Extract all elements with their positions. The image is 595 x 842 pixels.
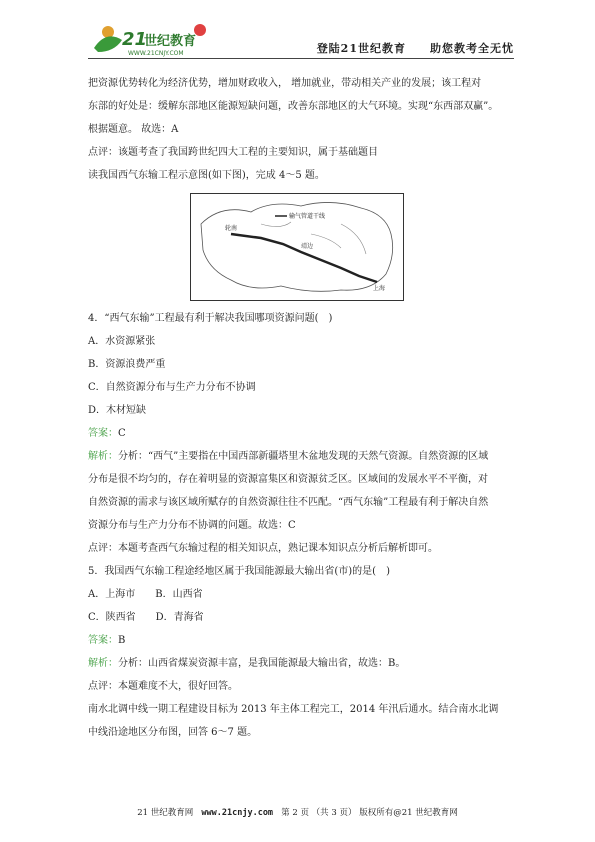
map-label: 靖边 [301,243,314,250]
analysis-line: 分布是很不均匀的，存在着明显的资源富集区和资源贫乏区。区域间的发展水平不平衡，对 [88,474,488,485]
analysis-label: 解析： [88,658,118,669]
footer-page: 第 2 页 （共 3 页） 版权所有@21 世纪教育网 [281,808,458,818]
comment-line: 点评：本题难度不大，很好回答。 [88,681,238,692]
comment-line: 点评：该题考查了我国跨世纪四大工程的主要知识，属于基础题目 [88,147,378,158]
option-b: B．资源浪费严重 [88,359,166,370]
page-content [88,72,518,744]
answer-value: C [118,428,126,439]
header-slogan: 登陆21世纪教育 助您教考全无忧 [316,42,514,55]
page-footer [0,806,595,818]
analysis-text: 分析：“西气”主要指在中国西部新疆塔里木盆地发现的天然气资源。自然资源的区域 [118,451,489,462]
text-line: 南水北调中线一期工程建设目标为 2013 年主体工程完工，2014 年汛后通水。结合南水北调 [88,704,499,715]
analysis-label: 解析： [88,451,118,462]
option-d: D．木材短缺 [88,405,147,416]
option-a: A．水资源紧张 [88,336,156,347]
analysis-line: 自然资源的需求与该区域所赋存的自然资源往往不匹配。“西气东输”工程最有利于解决自然 [88,497,489,508]
gas-pipeline-map [190,193,404,301]
options-ab: A．上海市 B．山西省 [88,589,203,600]
answer-value: B [118,635,126,646]
instruction-line: 读我国西气东输工程示意图(如下图)，完成 4～5 题。 [88,170,325,181]
analysis-line: 资源分布与生产力分布不协调的问题。故选：C [88,520,296,531]
options-cd: C．陕西省 D．青海省 [88,612,204,623]
answer-line [88,422,518,445]
map-label: 上海 [373,285,386,292]
question-stem: 4．“西气东输”工程最有利于解决我国哪项资源问题( ) [88,313,333,324]
svg-text:WWW.21CNJY.COM: WWW.21CNJY.COM [128,50,184,57]
text-line: 把资源优势转化为经济优势，增加财政收入， 增加就业，带动相关产业的发展；该工程对 [88,78,482,89]
text-line: 中线沿途地区分布图，回答 6～7 题。 [88,727,258,738]
header-divider [88,58,514,59]
map-drawing [191,194,403,300]
analysis-line [88,652,518,675]
footer-site: 21 世纪教育网 [137,808,194,818]
text-line: 东部的好处是：缓解东部地区能源短缺问题，改善东部地区的大气环境。实现“东西部双赢”。 [88,101,499,112]
svg-text:21: 21 [122,29,148,50]
footer-url[interactable]: www.21cnjy.com [201,808,274,818]
text-line: 根据题意。 故选：A [88,124,179,135]
analysis-line [88,445,518,468]
analysis-text: 分析：山西省煤炭资源丰富，是我国能源最大输出省，故选：B。 [118,658,406,669]
question-stem: 5．我国西气东输工程途经地区属于我国能源最大输出省(市)的是( ) [88,566,390,577]
page-header [88,18,514,62]
answer-line [88,629,518,652]
comment-line: 点评：本题考查西气东输过程的相关知识点，熟记课本知识点分析后解析即可。 [88,543,438,554]
map-legend: 输气管道干线 [289,213,326,220]
site-logo [88,18,218,58]
option-c: C．自然资源分布与生产力分布不协调 [88,382,256,393]
svg-text:世纪教育: 世纪教育 [144,34,197,49]
map-label: 轮南 [225,225,238,232]
answer-label: 答案： [88,635,118,646]
answer-label: 答案： [88,428,118,439]
